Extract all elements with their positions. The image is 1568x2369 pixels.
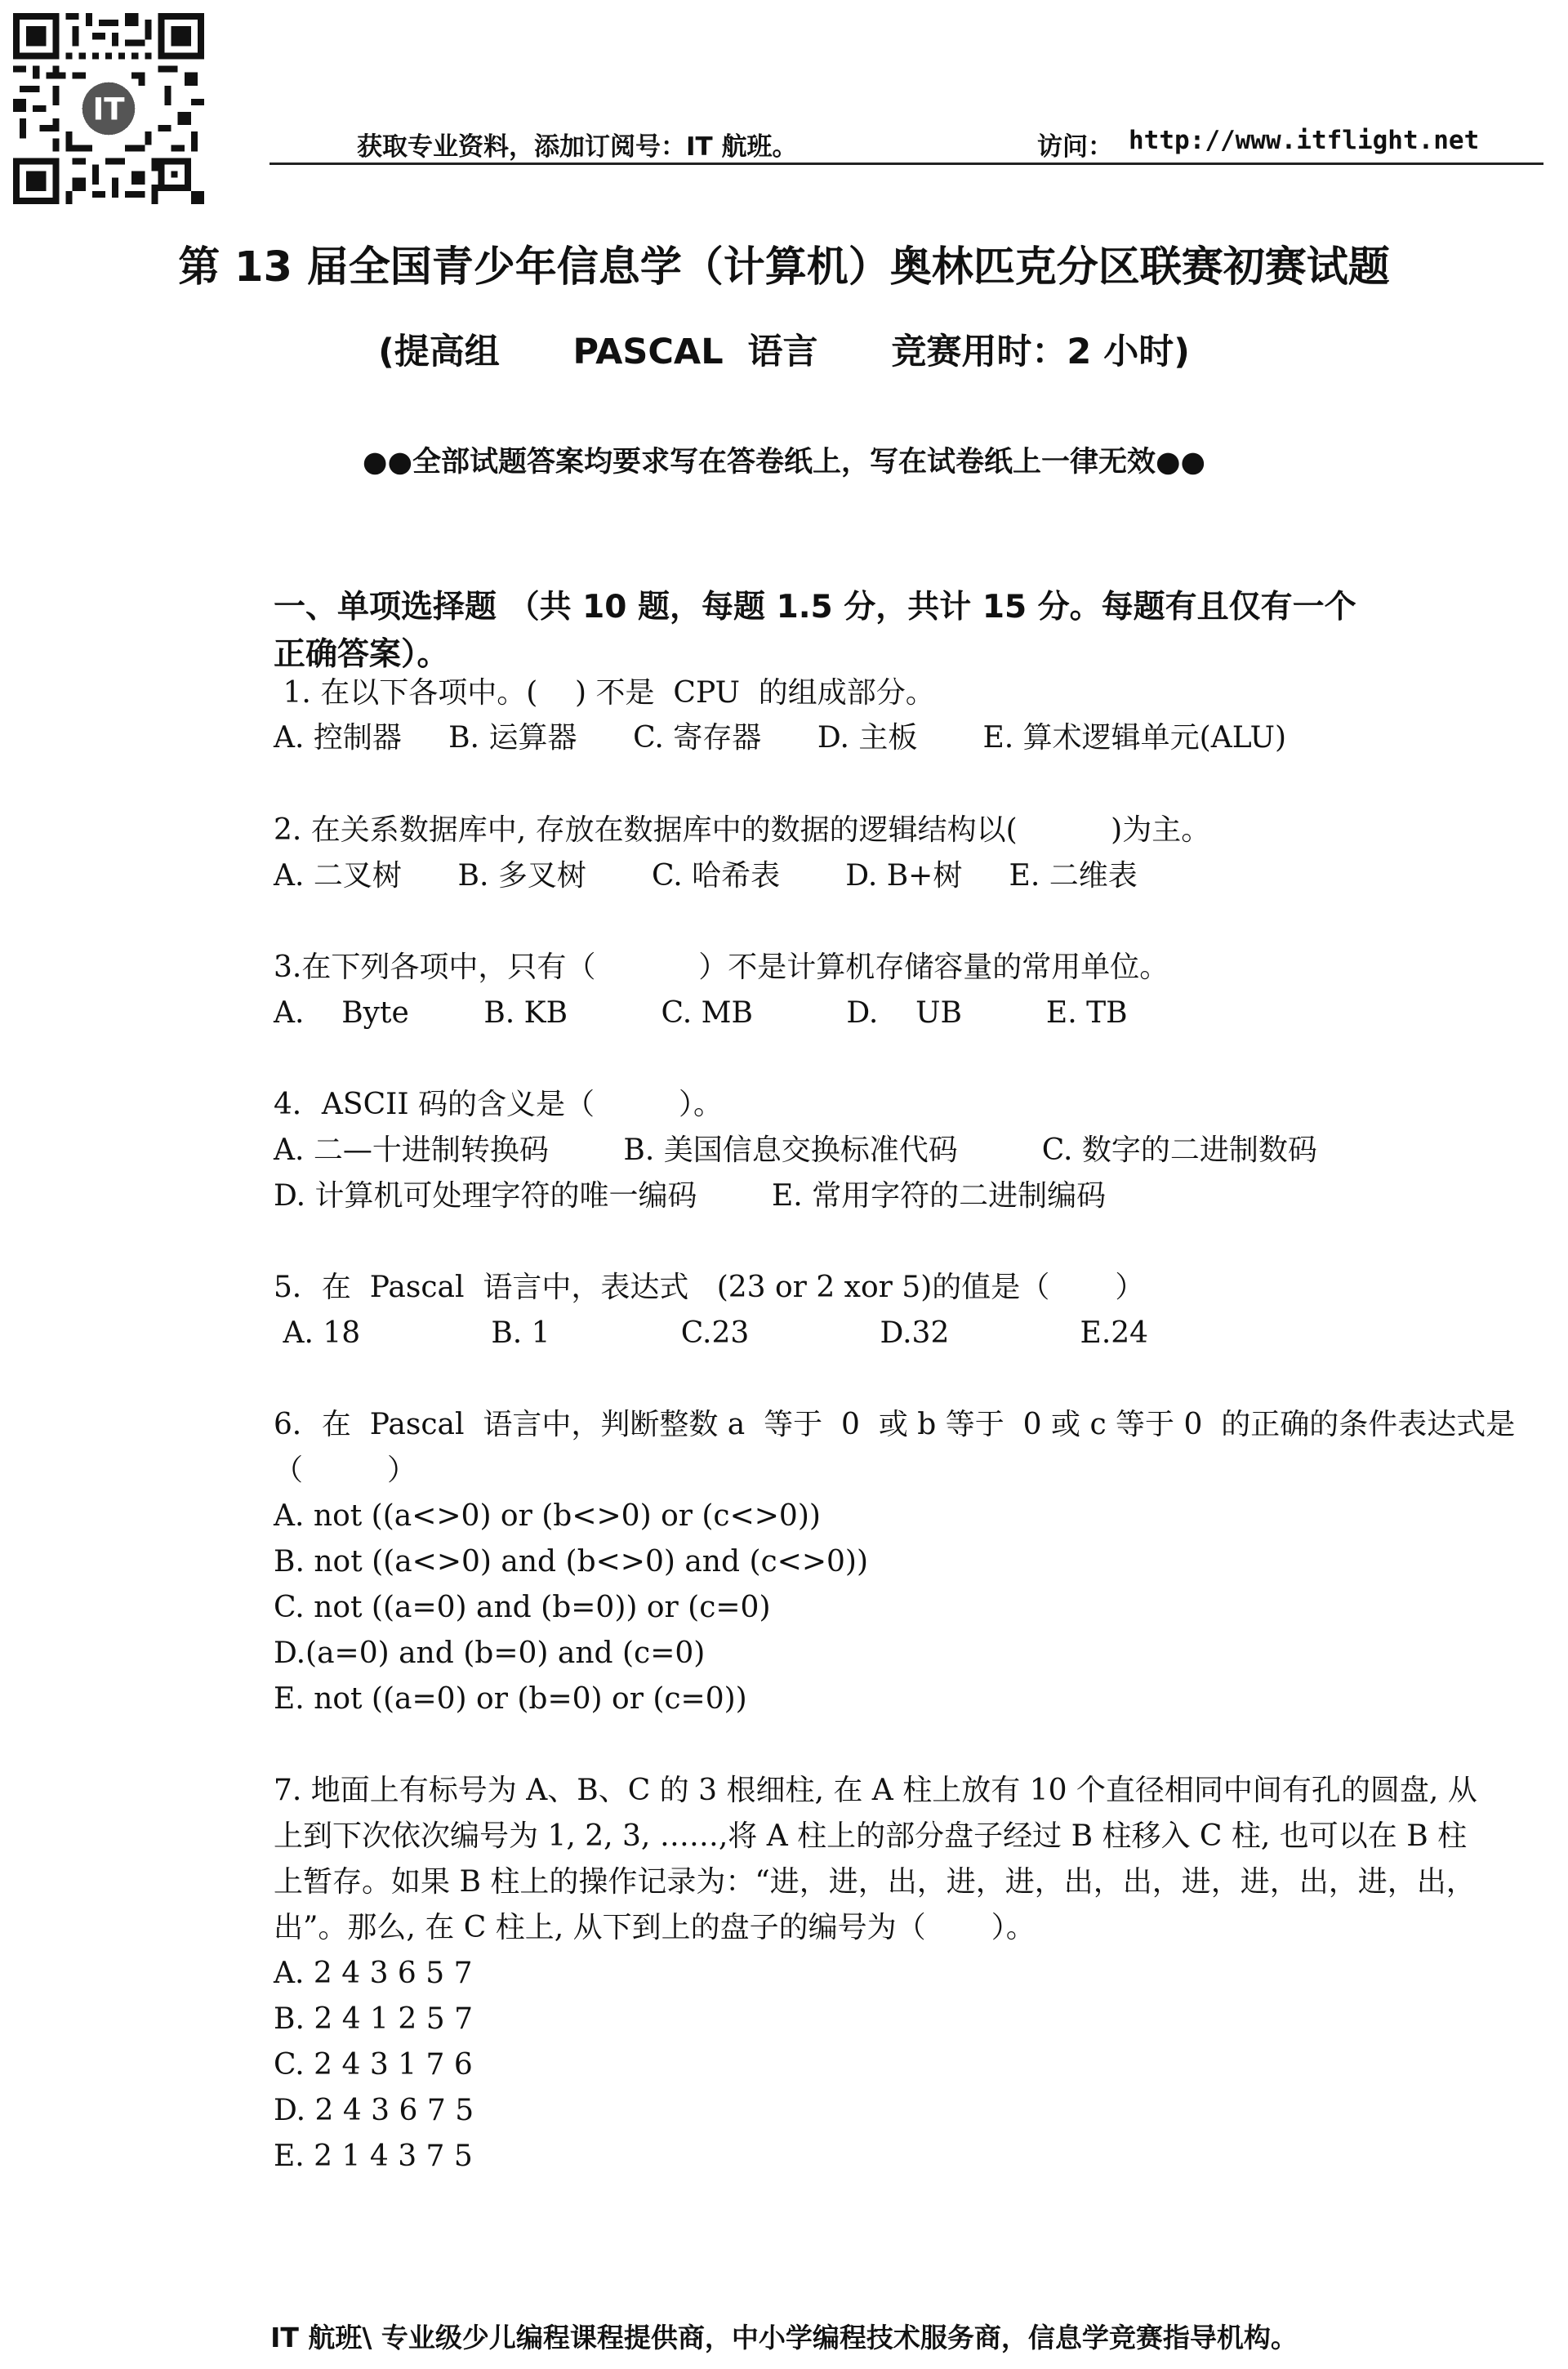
question-1-stem: 1. 在以下各项中。( ) 不是 CPU 的组成部分。: [274, 676, 935, 710]
question-7-stem-4: 出”。那么, 在 C 柱上, 从下到上的盘子的编号为（ ）。: [274, 1911, 1036, 1944]
question-7-option-e: E. 2 1 4 3 7 5: [274, 2140, 473, 2173]
question-7-stem-3: 上暂存。如果 B 柱上的操作记录为：“进，进，出，进，进，出，出，进，进，出，进，出，: [274, 1865, 1476, 1899]
question-6-option-b: B. not ((a<>0) and (b<>0) and (c<>0)): [274, 1545, 868, 1579]
question-7-option-c: C. 2 4 3 1 7 6: [274, 2048, 473, 2082]
question-7-option-d: D. 2 4 3 6 7 5: [274, 2094, 474, 2127]
qr-code: [13, 13, 204, 204]
question-4-stem: 4．ASCII 码的含义是（ ）。: [274, 1088, 723, 1121]
section-heading-line1: 一、单项选择题 （共 10 题，每题 1.5 分，共计 15 分。每题有且仅有一个: [274, 589, 1356, 626]
question-6-option-a: A. not ((a<>0) or (b<>0) or (c<>0)): [274, 1499, 821, 1533]
section-heading-line2: 正确答案）。: [274, 636, 449, 673]
question-1-options: A. 控制器 B. 运算器 C. 寄存器 D. 主板 E. 算术逻辑单元(ALU): [274, 721, 1287, 755]
question-2-stem: 2. 在关系数据库中, 存放在数据库中的数据的逻辑结构以( )为主。: [274, 813, 1211, 847]
question-7-option-a: A. 2 4 3 6 5 7: [274, 1957, 473, 1990]
question-6-option-c: C. not ((a=0) and (b=0)) or (c=0): [274, 1591, 771, 1624]
page-title: 第 13 届全国青少年信息学（计算机）奥林匹克分区联赛初赛试题: [178, 243, 1390, 292]
question-3-options: A. Byte B. KB C. MB D. UB E. TB: [274, 996, 1128, 1030]
question-3-stem: 3.在下列各项中，只有（ ）不是计算机存储容量的常用单位。: [274, 951, 1169, 984]
question-4-options-1: A. 二—十进制转换码 B. 美国信息交换标准代码 C. 数字的二进制数码: [274, 1133, 1317, 1167]
page-footer: IT 航班\ 专业级少儿编程课程提供商，中小学编程技术服务商，信息学竞赛指导机构。: [270, 2322, 1298, 2353]
header-visit-label: 访问：: [1037, 132, 1113, 162]
qr-logo-text: IT: [92, 91, 125, 127]
question-4-options-2: D. 计算机可处理字符的唯一编码 E. 常用字符的二进制编码: [274, 1179, 1107, 1213]
question-7-stem-1: 7. 地面上有标号为 A、B、C 的 3 根细柱, 在 A 柱上放有 10 个直径相同中间有孔的圆盘, 从: [274, 1774, 1477, 1807]
header-rule: [270, 163, 1544, 165]
question-7-option-b: B. 2 4 1 2 5 7: [274, 2002, 473, 2036]
question-6-stem-1: 6．在 Pascal 语言中，判断整数 a 等于 0 或 b 等于 0 或 c 等于 0 的正确的条件表达式是: [274, 1408, 1516, 1441]
question-6-stem-2: （ ）: [274, 1454, 416, 1487]
question-6-option-d: D.(a=0) and (b=0) and (c=0): [274, 1636, 706, 1670]
question-6-option-e: E. not ((a=0) or (b=0) or (c=0)): [274, 1682, 747, 1716]
header-url-link[interactable]: http://www.itflight.net: [1129, 126, 1480, 155]
page-subtitle: (提高组 PASCAL 语言 竞赛用时：2 小时): [378, 332, 1190, 372]
exam-notice: ●●全部试题答案均要求写在答卷纸上，写在试卷纸上一律无效●●: [362, 446, 1206, 479]
question-5-stem: 5．在 Pascal 语言中，表达式 (23 or 2 xor 5)的值是（ ）: [274, 1271, 1145, 1304]
header-left-text: 获取专业资料，添加订阅号：IT 航班。: [357, 132, 798, 162]
question-7-stem-2: 上到下次依次编号为 1, 2, 3, ……,将 A 柱上的部分盘子经过 B 柱移入 C 柱, 也可以在 B 柱: [274, 1819, 1468, 1853]
question-2-options: A. 二叉树 B. 多叉树 C. 哈希表 D. B+树 E. 二维表: [274, 859, 1138, 893]
question-5-options: A. 18 B. 1 C.23 D.32 E.24: [274, 1316, 1149, 1350]
